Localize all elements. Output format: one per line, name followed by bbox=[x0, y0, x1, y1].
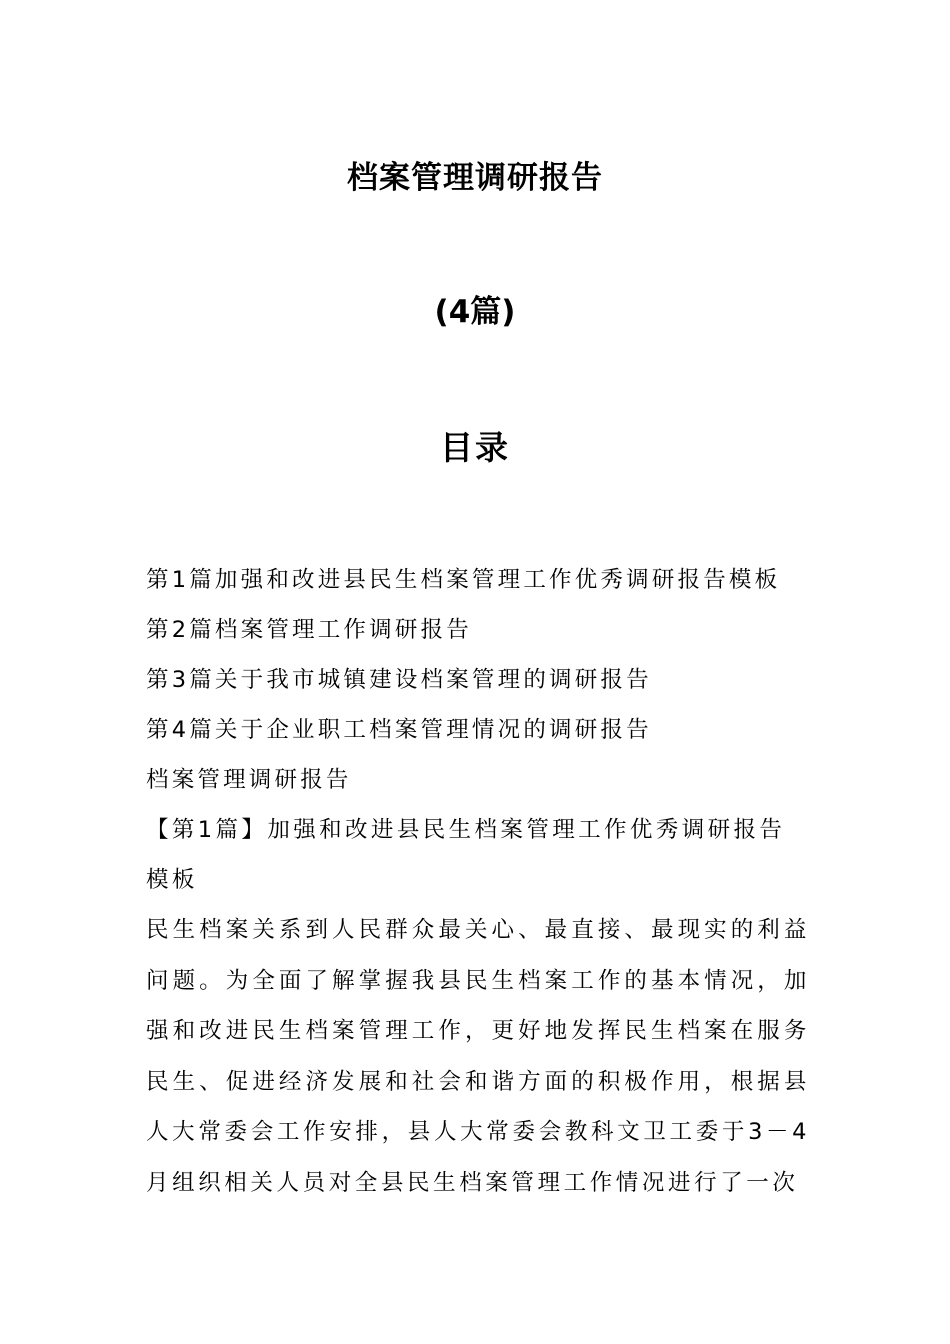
article-count: (4篇) bbox=[434, 294, 516, 330]
body-paragraph: 民生档案关系到人民群众最关心、最直接、最现实的利益问题。为全面了解掌握我县民生档案工作的基本情况，加强和改进民生档案管理工作，更好地发挥民生档案在服务民生、促进经济发展和社会和谐方面的积极作用，根据县人大常委会工作安排，县人大常委会教科文卫工委于3－4月组织相关人员对全县民生档案管理工作情况进行了一次 bbox=[146, 917, 810, 1196]
document-title: 档案管理调研报告 bbox=[347, 160, 603, 196]
toc-item-2: 第2篇档案管理工作调研报告 bbox=[146, 617, 472, 643]
section-title-text: 【第1篇】加强和改进县民生档案管理工作优秀调研报告模板 bbox=[146, 817, 786, 893]
table-of-contents bbox=[146, 562, 806, 762]
section-title bbox=[146, 805, 806, 905]
toc-item-1: 第1篇加强和改进县民生档案管理工作优秀调研报告模板 bbox=[146, 567, 781, 593]
toc-item-4: 第4篇关于企业职工档案管理情况的调研报告 bbox=[146, 717, 652, 743]
document-heading: 档案管理调研报告 bbox=[146, 767, 352, 793]
toc-item-3: 第3篇关于我市城镇建设档案管理的调研报告 bbox=[146, 667, 652, 693]
toc-heading: 目录 bbox=[440, 428, 510, 467]
